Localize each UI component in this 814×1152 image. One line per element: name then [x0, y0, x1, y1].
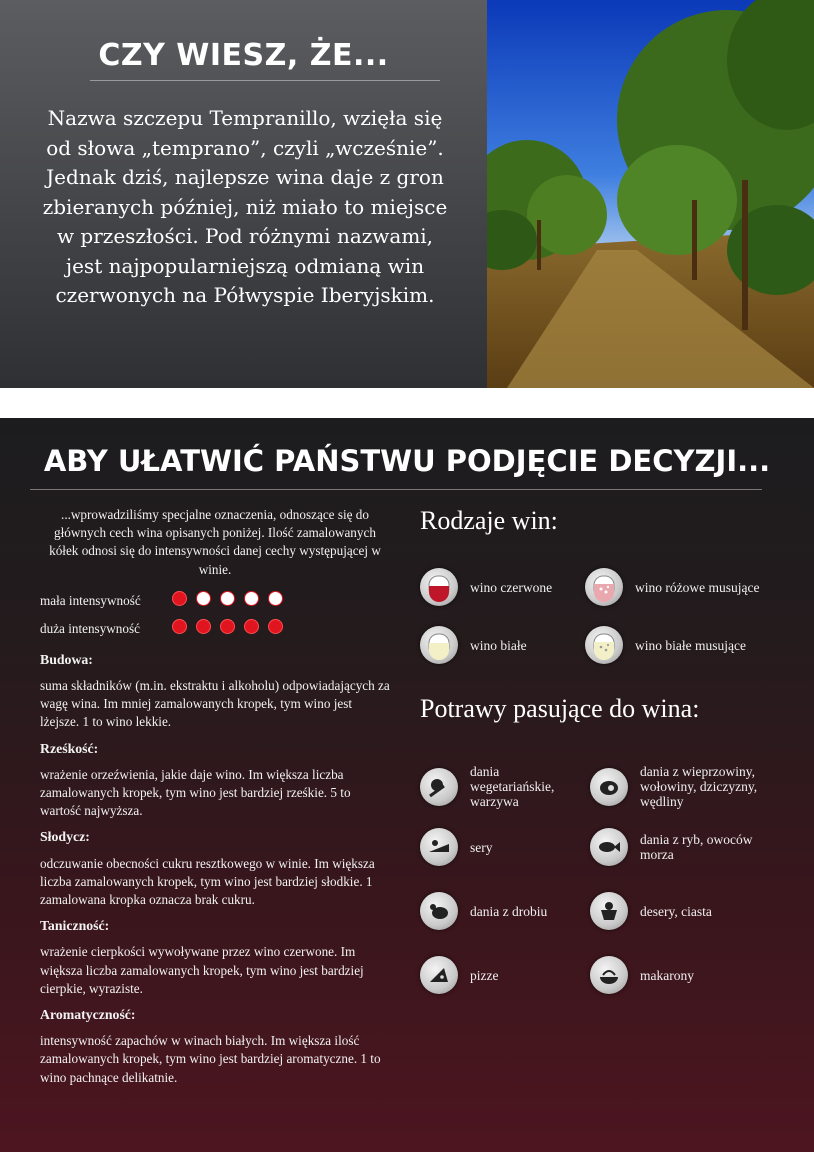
did-you-know-panel: [0, 0, 487, 388]
section-heading: Budowa:: [40, 651, 93, 667]
red-wine-glass-icon: [420, 568, 458, 606]
wine-type-label: wino białe musujące: [635, 637, 746, 653]
dot-filled: [268, 619, 283, 634]
wine-type-label: wino różowe musujące: [635, 579, 760, 595]
scale-low: [40, 587, 390, 615]
dot-filled: [172, 591, 187, 606]
dot-filled: [172, 619, 187, 634]
section-text: odczuwanie obecności cukru resztkowego w winie. Im większa liczba zamalowanych kropek, tym wino jest bardziej słodkie. 1 zamalowana kropka oznacza brak cukru.: [40, 855, 375, 908]
food-pairing-heading: Potrawy pasujące do wina:: [420, 694, 700, 723]
intro-text: ...wprowadziliśmy specjalne oznaczenia, odnoszące się do głównych cech wina opisanych poniżej. Ilość zamalowanych kółek odnosi się do intensywności danej cechy występującej w winie.: [49, 507, 381, 577]
food-dessert: [590, 892, 800, 930]
dot-filled: [196, 619, 211, 634]
pasta-icon: [590, 956, 628, 994]
did-you-know-title: CZY WIESZ, ŻE...: [98, 38, 389, 73]
did-you-know-text: Nazwa szczepu Tempranillo, wzięła się od słowa „temprano”, czyli „wcześnie”. Jednak dziś, najlepsze wina daje z gron zbieranych później, niż miało to miejsce w przeszłości. Pod różnymi nazwami, jest najpopularniejszą odmianą win czerwonych na Półwyspie Iberyjskim.: [42, 106, 448, 307]
wine-type-label: wino białe: [470, 637, 527, 653]
dot-empty: [220, 591, 235, 606]
wine-type-white-sparkling: [585, 626, 805, 664]
section-text: intensywność zapachów w winach białych. Im większa ilość zamalowanych kropek, tym wino jest bardziej aromatyczne. 1 to wino pachnące delikatnie.: [40, 1033, 381, 1085]
scale-high: [40, 615, 390, 643]
food-pasta: [590, 956, 800, 994]
dot-filled: [244, 619, 259, 634]
wine-types-heading: Rodzaje win:: [420, 506, 558, 535]
scale-high-dots: [172, 619, 283, 634]
food-poultry: [420, 892, 580, 930]
dot-empty: [268, 591, 283, 606]
vegetables-icon: [420, 768, 458, 806]
food-label: sery: [470, 839, 493, 855]
dot-empty: [196, 591, 211, 606]
section-heading: Taniczność:: [40, 918, 110, 934]
wine-type-red: [420, 568, 590, 606]
food-vegetarian: [420, 764, 580, 809]
section-heading: Słodycz:: [40, 829, 90, 845]
scale-high-label: duża intensywność: [40, 620, 140, 636]
legend-description: [40, 506, 390, 1093]
fish-icon: [590, 828, 628, 866]
poultry-icon: [420, 892, 458, 930]
food-label: pizze: [470, 967, 499, 983]
meat-icon: [590, 768, 628, 806]
section-text: suma składników (m.in. ekstraktu i alkoholu) odpowiadających za wagę wina. Im mniej zamalowanych kropek, tym wino jest lżejsze. 1 to wino lekkie.: [40, 678, 390, 730]
divider: [30, 489, 762, 490]
vineyard-photo: [487, 0, 814, 388]
legend-icons: [420, 506, 800, 983]
cheese-icon: [420, 828, 458, 866]
section-heading: Aromatyczność:: [40, 1007, 136, 1023]
section-heading: Rześkość:: [40, 740, 99, 756]
food-meat: [590, 764, 800, 809]
food-label: dania wegetariańskie, warzywa: [470, 764, 555, 809]
food-label: dania z wieprzowiny, wołowiny, dziczyzny, wędliny: [640, 764, 758, 809]
food-label: desery, ciasta: [640, 903, 712, 919]
food-label: dania z ryb, owoców morza: [640, 832, 753, 862]
dot-empty: [244, 591, 259, 606]
legend-panel: [0, 418, 814, 1152]
legend-title: ABY UŁATWIĆ PAŃSTWU PODJĘCIE DECYZJI...: [43, 444, 771, 478]
wine-type-label: wino czerwone: [470, 579, 553, 595]
dot-filled: [220, 619, 235, 634]
scale-low-label: mała intensywność: [40, 592, 141, 608]
food-cheese: [420, 828, 580, 866]
divider: [90, 80, 440, 81]
food-fish: [590, 828, 800, 866]
food-pizza: [420, 956, 580, 994]
section-text: wrażenie cierpkości wywoływane przez wino czerwone. Im większa liczba zamalowanych kropek, tym wino jest bardziej cierpkie, wyraziste.: [40, 944, 364, 996]
food-label: dania z drobiu: [470, 903, 548, 919]
section-text: wrażenie orzeźwienia, jakie daje wino. Im większa liczba zamalowanych kropek, tym wino jest bardziej rześkie. 5 to wartość najwyższa.: [40, 766, 351, 819]
white-sparkling-glass-icon: [585, 626, 623, 664]
dessert-icon: [590, 892, 628, 930]
scale-low-dots: [172, 591, 283, 606]
pizza-icon: [420, 956, 458, 994]
rose-sparkling-glass-icon: [585, 568, 623, 606]
wine-type-white: [420, 626, 590, 664]
food-label: makarony: [640, 967, 694, 983]
white-wine-glass-icon: [420, 626, 458, 664]
wine-type-rose-sparkling: [585, 568, 805, 606]
